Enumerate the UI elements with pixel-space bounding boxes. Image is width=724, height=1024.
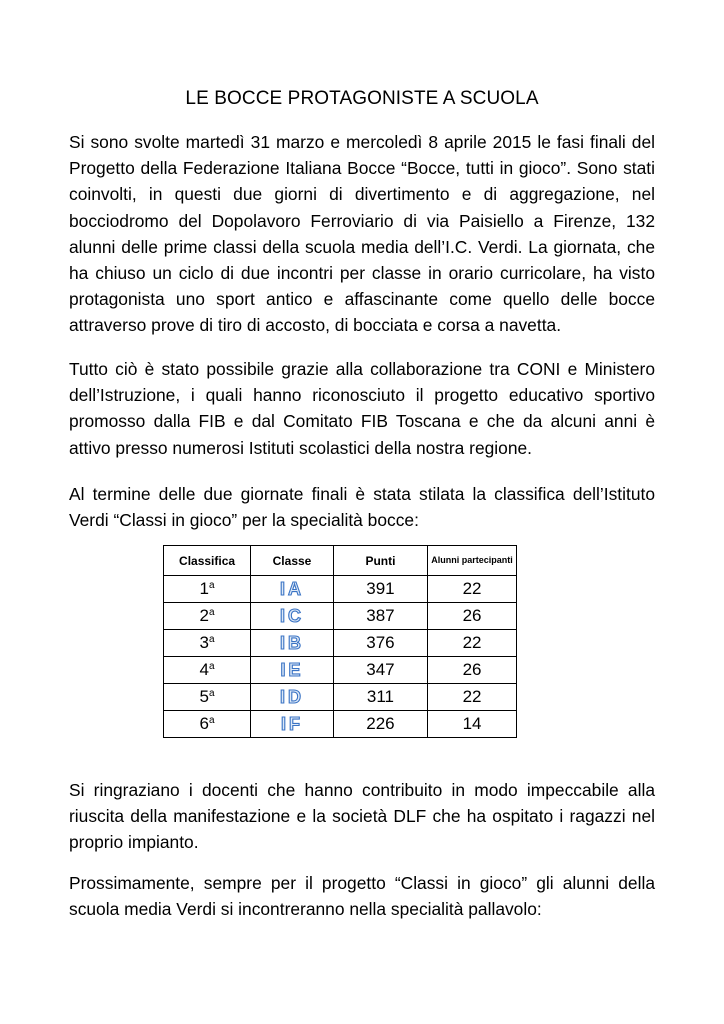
students-cell: 22	[428, 576, 517, 603]
points-cell: 226	[333, 711, 427, 738]
table-row	[164, 711, 517, 738]
class-cell: IC	[251, 603, 334, 630]
ranking-table	[163, 545, 517, 738]
points-cell: 391	[333, 576, 427, 603]
paragraph-event-description: Si sono svolte martedì 31 marzo e mercoledì 8 aprile 2015 le fasi finali del Progetto della Federazione Italiana Bocce “Bocce, tutti in gioco”. Sono stati coinvolti, in questi due giorni di divertimento e di aggregazione, nel bocciodromo del Dopolavoro Ferroviario di via Paisiello a Firenze, 132 alunni delle prime classi della scuola media dell’I.C. Verdi. La giornata, che ha chiuso un ciclo di due incontri per classe in orario curricolare, ha visto protagonista uno sport antico e affascinante come quello delle bocce attraverso prove di tiro di accosto, di bocciata e corsa a navetta.	[69, 132, 655, 336]
class-cell: IB	[251, 630, 334, 657]
table-header-row	[164, 546, 517, 576]
points-cell: 376	[333, 630, 427, 657]
document-title: LE BOCCE PROTAGONISTE A SCUOLA	[185, 88, 539, 109]
class-cell: IE	[251, 657, 334, 684]
students-cell: 26	[428, 657, 517, 684]
header-classifica: Classifica	[164, 546, 251, 576]
table-row	[164, 576, 517, 603]
class-cell: IF	[251, 711, 334, 738]
paragraph-next-event: Prossimamente, sempre per il progetto “Classi in gioco” gli alunni della scuola media Verdi si incontreranno nella specialità pallavolo:	[69, 873, 655, 920]
table-row	[164, 630, 517, 657]
rank-cell: 4$^a$	[164, 657, 251, 684]
rank-cell: 3$^a$	[164, 630, 251, 657]
header-punti: Punti	[333, 546, 427, 576]
students-cell: 22	[428, 630, 517, 657]
table-row	[164, 657, 517, 684]
class-cell: ID	[251, 684, 334, 711]
header-alunni-partecipanti: Alunni partecipanti	[428, 546, 517, 576]
header-classe: Classe	[251, 546, 334, 576]
class-cell: IA	[251, 576, 334, 603]
students-cell: 26	[428, 603, 517, 630]
table-row	[164, 684, 517, 711]
paragraph-thanks: Si ringraziano i docenti che hanno contribuito in modo impeccabile alla riuscita della manifestazione e la società DLF che ha ospitato i ragazzi nel proprio impianto.	[69, 780, 655, 853]
paragraph-collaboration: Tutto ciò è stato possibile grazie alla collaborazione tra CONI e Ministero dell’Istruzione, i quali hanno riconosciuto il progetto educativo sportivo promosso dalla FIB e dal Comitato FIB Toscana e che da alcuni anni è attivo presso numerosi Istituti scolastici della nostra regione.	[69, 359, 655, 458]
rank-cell: 5$^a$	[164, 684, 251, 711]
students-cell: 22	[428, 684, 517, 711]
rank-cell: 2$^a$	[164, 603, 251, 630]
points-cell: 347	[333, 657, 427, 684]
table-row	[164, 603, 517, 630]
points-cell: 311	[333, 684, 427, 711]
students-cell: 14	[428, 711, 517, 738]
rank-cell: 1$^a$	[164, 576, 251, 603]
points-cell: 387	[333, 603, 427, 630]
rank-cell: 6$^a$	[164, 711, 251, 738]
paragraph-ranking-intro: Al termine delle due giornate finali è stata stilata la classifica dell’Istituto Verdi “Classi in gioco” per la specialità bocce:	[69, 484, 655, 531]
